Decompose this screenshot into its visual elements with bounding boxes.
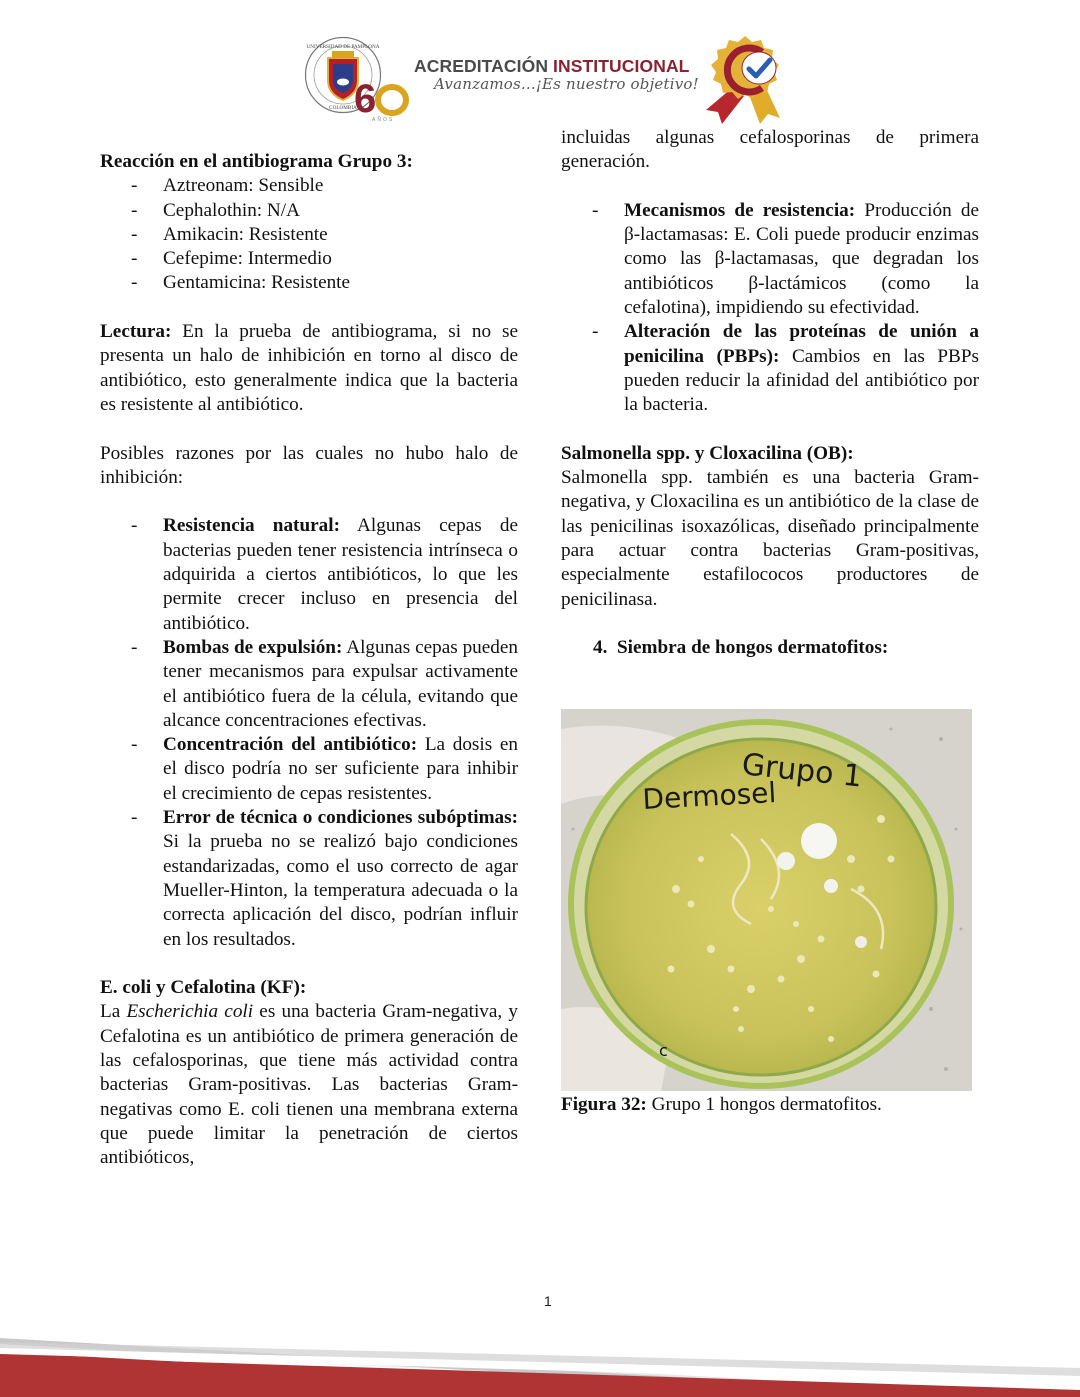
left-column	[100, 150, 518, 1170]
accreditation-title-part2: INSTITUCIONAL	[553, 56, 690, 76]
list-item: - Cefepime: Intermedio	[131, 248, 332, 270]
dish-bottom-mark: c	[659, 1041, 668, 1060]
reading-paragraph: Lectura: En la prueba de antibiograma, si no se presenta un halo de inhibición en torno al disco de antibiótico, esto generalmente indica que la bacteria es resistente al antibiótico.	[100, 321, 518, 415]
accreditation-motto: Avanzamos...¡Es nuestro objetivo!	[434, 75, 699, 93]
antibiogram-results-list	[100, 174, 518, 295]
section-heading: 4. Siembra de hongos dermatofitos:	[593, 637, 889, 659]
dish-label-medium: Dermosel	[641, 776, 777, 816]
seal-text-top: UNIVERSIDAD DE PAMPLONA	[306, 44, 380, 50]
list-item: - Error de técnica o condiciones subóptimas: Si la prueba no se realizó bajo condiciones estandarizadas, como el uso correcto de agar Mueller-Hinton, la temperatura adecuada o la correcta aplicación del disco, podrían influir en los resultados.	[131, 807, 518, 950]
list-item: - Concentración del antibiótico: La dosis en el disco podría no ser suficiente para inhibir el crecimiento de cepas resistentes.	[131, 734, 518, 804]
reasons-intro: Posibles razones por las cuales no hubo halo de inhibición:	[100, 442, 518, 488]
petri-dish-photo	[561, 709, 972, 1091]
salmonella-heading: Salmonella spp. y Cloxacilina (OB):	[561, 442, 854, 464]
ecoli-heading: E. coli y Cefalotina (KF):	[100, 977, 307, 999]
accreditation-title	[414, 56, 689, 77]
list-item: - Amikacin: Resistente	[131, 223, 328, 245]
list-item: - Gentamicina: Resistente	[131, 272, 351, 294]
anniversary-label: AÑOS	[372, 117, 395, 122]
reasons-list	[100, 514, 518, 951]
accreditation-badge-icon	[700, 32, 790, 124]
list-item: - Alteración de las proteínas de unión a penicilina (PBPs): Cambios en las PBPs pueden reducir la afinidad del antibiótico por la bacteria.	[592, 321, 979, 416]
page-number: 1	[544, 1293, 552, 1309]
figure-caption: Figura 32: Grupo 1 hongos dermatofitos.	[561, 1094, 882, 1115]
svg-text:6: 6	[354, 78, 377, 121]
dish-label-group: Grupo 1	[740, 747, 864, 795]
list-item: - Resistencia natural: Algunas cepas de bacterias pueden tener resistencia intrínseca o adquirida a ciertos antibióticos, lo que les permite crecer incluso en presencia del antibiótico.	[131, 515, 518, 634]
list-item: - Aztreonam: Sensible	[131, 175, 324, 197]
ecoli-paragraph: La Escherichia coli es una bacteria Gram-negativa, y Cefalotina es un antibiótico de primera generación de las cefalosporinas, que tiene más actividad contra bacterias Gram-positivas. Las bacterias Gram-negativas como E. coli tienen una membrana externa que puede limitar la penetración de ciertos antibióticos,	[100, 1001, 518, 1169]
list-item: - Bombas de expulsión: Algunas cepas pueden tener mecanismos para expulsar activamente el antibiótico fuera de la célula, evitando que alcance concentraciones efectivas.	[131, 636, 518, 731]
list-item: - Cephalothin: N/A	[131, 199, 300, 221]
footer-band	[0, 1320, 1080, 1397]
right-column	[561, 126, 979, 661]
continuation-paragraph: incluidas algunas cefalosporinas de primera generación.	[561, 127, 979, 173]
salmonella-paragraph: Salmonella spp. también es una bacteria Gram-negativa, y Cloxacilina es un antibiótico de la clase de las penicilinas isoxazólicas, diseñado principalmente para actuar contra bacterias Gram-positivas, especialmente estafilococos productores de penicilinasa.	[561, 467, 979, 610]
sixty-years-logo	[354, 78, 410, 122]
antibiogram-heading: Reacción en el antibiograma Grupo 3:	[100, 151, 413, 172]
mechanisms-list	[561, 199, 979, 418]
list-item: - Mecanismos de resistencia: Producción de β-lactamasas: E. Coli puede producir enzimas como las β-lactamasas, que degradan los antibióticos β-lactámicos (como la cefalotina), impidiendo su efectividad.	[592, 199, 979, 319]
accreditation-title-part1: ACREDITACIÓN	[414, 56, 549, 76]
seal-text-bottom: COLOMBIA	[329, 105, 357, 111]
